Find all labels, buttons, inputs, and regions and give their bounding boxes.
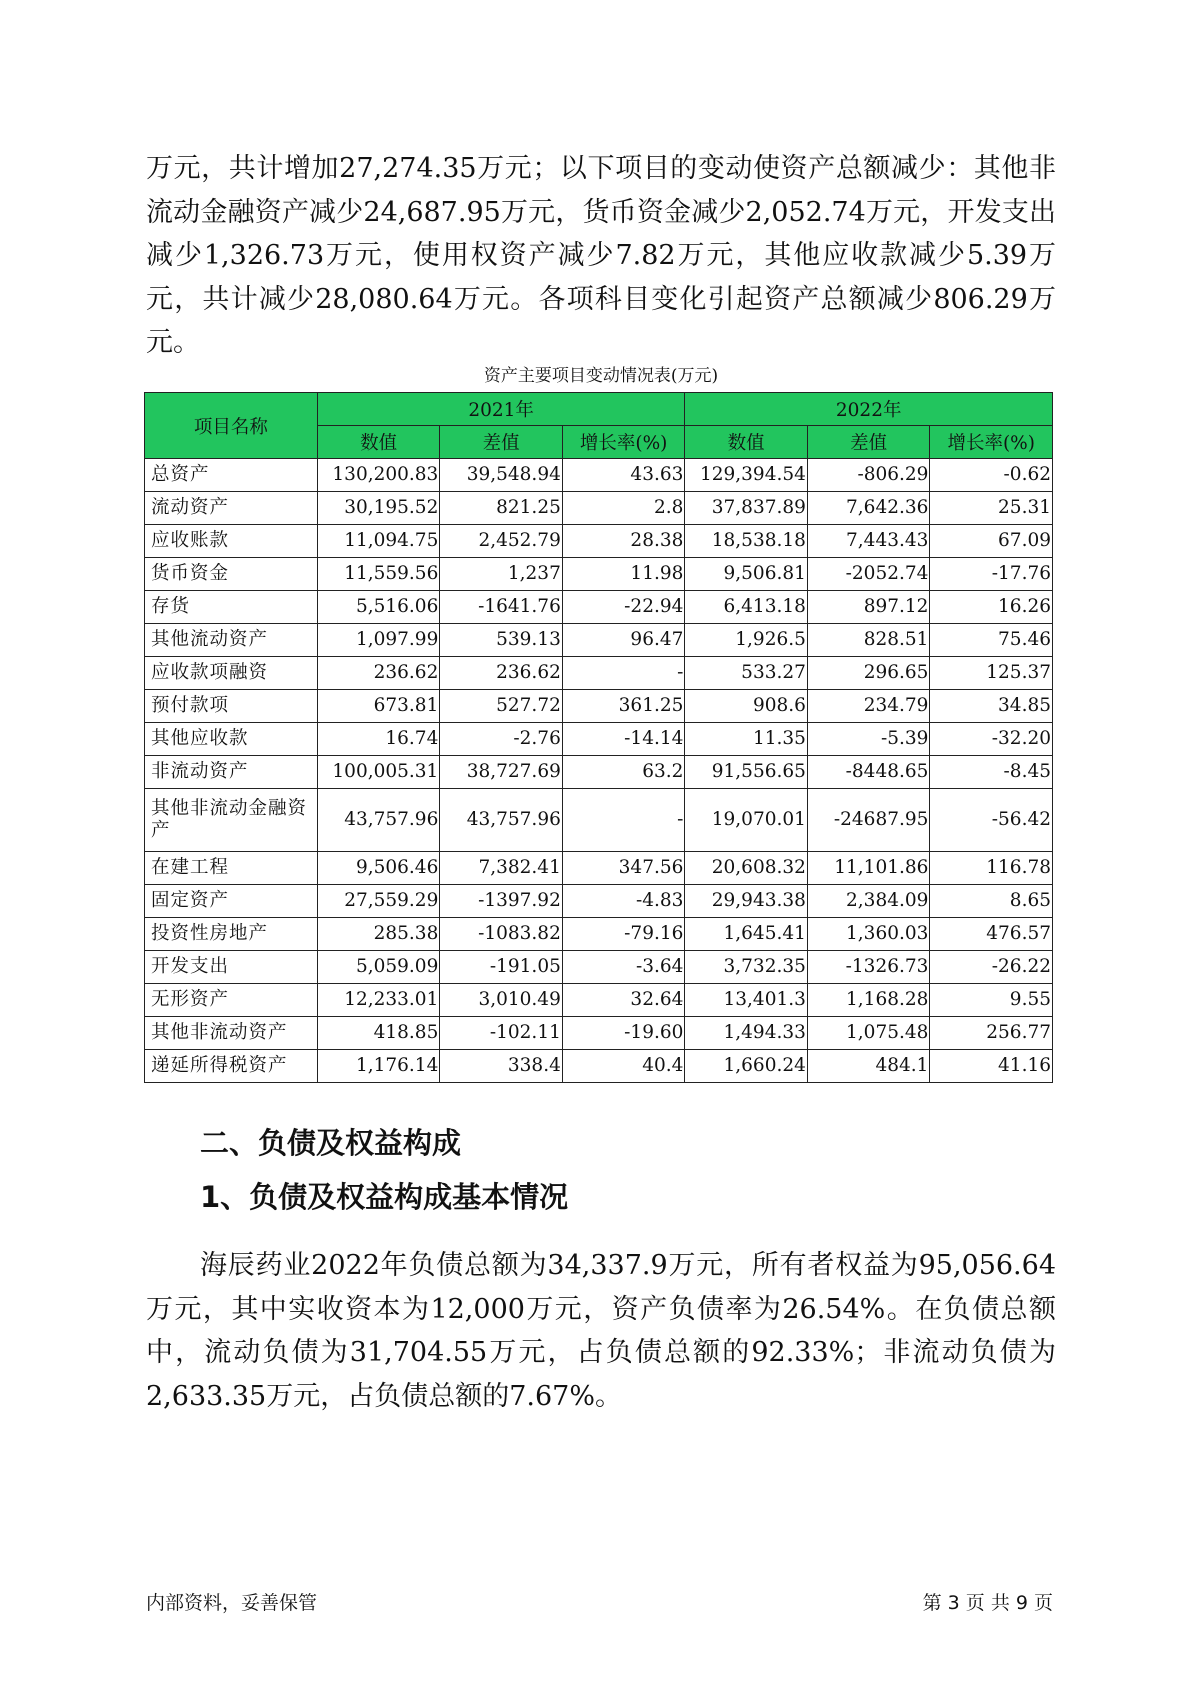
row-item-name: 应收账款 xyxy=(145,525,318,558)
row-cell-value: -1397.92 xyxy=(440,885,563,918)
row-cell-value: 116.78 xyxy=(930,852,1053,885)
row-cell-value: -806.29 xyxy=(807,459,930,492)
row-item-name: 固定资产 xyxy=(145,885,318,918)
row-cell-value: 91,556.65 xyxy=(685,756,808,789)
table-row xyxy=(145,525,1053,558)
header-value-2021: 数值 xyxy=(317,426,440,459)
row-cell-value: 527.72 xyxy=(440,690,563,723)
row-cell-value: 100,005.31 xyxy=(317,756,440,789)
row-cell-value: 1,494.33 xyxy=(685,1017,808,1050)
row-cell-value: - xyxy=(562,789,685,852)
row-cell-value: 125.37 xyxy=(930,657,1053,690)
row-cell-value: -24687.95 xyxy=(807,789,930,852)
row-cell-value: 11.98 xyxy=(562,558,685,591)
row-item-name: 应收款项融资 xyxy=(145,657,318,690)
row-cell-value: 3,732.35 xyxy=(685,951,808,984)
row-cell-value: -1326.73 xyxy=(807,951,930,984)
row-cell-value: 897.12 xyxy=(807,591,930,624)
row-item-name: 其他非流动资产 xyxy=(145,1017,318,1050)
row-item-name: 递延所得税资产 xyxy=(145,1050,318,1083)
row-cell-value: -32.20 xyxy=(930,723,1053,756)
row-cell-value: 75.46 xyxy=(930,624,1053,657)
table-row xyxy=(145,951,1053,984)
row-cell-value: 1,075.48 xyxy=(807,1017,930,1050)
row-cell-value: 34.85 xyxy=(930,690,1053,723)
row-cell-value: 1,660.24 xyxy=(685,1050,808,1083)
row-cell-value: 476.57 xyxy=(930,918,1053,951)
row-cell-value: 39,548.94 xyxy=(440,459,563,492)
table-row xyxy=(145,885,1053,918)
header-diff-2021: 差值 xyxy=(440,426,563,459)
section-heading: 二、负债及权益构成 xyxy=(200,1126,462,1160)
row-cell-value: 9,506.46 xyxy=(317,852,440,885)
header-growth-2021: 增长率(%) xyxy=(562,426,685,459)
row-cell-value: 11.35 xyxy=(685,723,808,756)
row-cell-value: 25.31 xyxy=(930,492,1053,525)
row-cell-value: -3.64 xyxy=(562,951,685,984)
row-cell-value: 5,059.09 xyxy=(317,951,440,984)
header-item-name: 项目名称 xyxy=(145,393,318,459)
table-row xyxy=(145,492,1053,525)
row-cell-value: 2.8 xyxy=(562,492,685,525)
row-cell-value: 256.77 xyxy=(930,1017,1053,1050)
row-cell-value: 484.1 xyxy=(807,1050,930,1083)
header-diff-2022: 差值 xyxy=(807,426,930,459)
row-cell-value: -1641.76 xyxy=(440,591,563,624)
row-cell-value: 13,401.3 xyxy=(685,984,808,1017)
row-item-name: 非流动资产 xyxy=(145,756,318,789)
table-row xyxy=(145,984,1053,1017)
row-cell-value: 533.27 xyxy=(685,657,808,690)
header-year-2022: 2022年 xyxy=(685,393,1053,426)
row-cell-value: -191.05 xyxy=(440,951,563,984)
row-cell-value: 361.25 xyxy=(562,690,685,723)
row-cell-value: 43.63 xyxy=(562,459,685,492)
row-cell-value: 5,516.06 xyxy=(317,591,440,624)
table-row xyxy=(145,657,1053,690)
body-paragraph-2: 海辰药业2022年负债总额为34,337.9万元，所有者权益为95,056.64万元，其中实收资本为12,000万元，资产负债率为26.54%。在负债总额中，流动负债为31,704.55万元，占负债总额的92.33%；非流动负债为2,633.35万元，占负债总额的7.67%。 xyxy=(146,1250,1056,1412)
row-item-name: 其他流动资产 xyxy=(145,624,318,657)
row-cell-value: 28.38 xyxy=(562,525,685,558)
row-cell-value: 9.55 xyxy=(930,984,1053,1017)
row-cell-value: 96.47 xyxy=(562,624,685,657)
row-cell-value: 16.74 xyxy=(317,723,440,756)
row-cell-value: 130,200.83 xyxy=(317,459,440,492)
row-cell-value: 1,097.99 xyxy=(317,624,440,657)
row-item-name: 其他应收款 xyxy=(145,723,318,756)
row-item-name: 开发支出 xyxy=(145,951,318,984)
row-cell-value: 1,360.03 xyxy=(807,918,930,951)
table-row xyxy=(145,789,1053,852)
row-cell-value: 296.65 xyxy=(807,657,930,690)
row-cell-value: 285.38 xyxy=(317,918,440,951)
row-cell-value: 38,727.69 xyxy=(440,756,563,789)
row-cell-value: 9,506.81 xyxy=(685,558,808,591)
row-cell-value: 7,382.41 xyxy=(440,852,563,885)
row-cell-value: -56.42 xyxy=(930,789,1053,852)
footer-page-number: 第 3 页 共 9 页 xyxy=(922,1592,1053,1614)
row-cell-value: 41.16 xyxy=(930,1050,1053,1083)
header-value-2022: 数值 xyxy=(685,426,808,459)
table-row xyxy=(145,756,1053,789)
row-cell-value: 908.6 xyxy=(685,690,808,723)
row-cell-value: 63.2 xyxy=(562,756,685,789)
row-cell-value: -2052.74 xyxy=(807,558,930,591)
row-item-name: 存货 xyxy=(145,591,318,624)
row-cell-value: -22.94 xyxy=(562,591,685,624)
row-cell-value: 19,070.01 xyxy=(685,789,808,852)
row-cell-value: 539.13 xyxy=(440,624,563,657)
row-cell-value: 18,538.18 xyxy=(685,525,808,558)
row-cell-value: -79.16 xyxy=(562,918,685,951)
row-cell-value: 2,384.09 xyxy=(807,885,930,918)
row-cell-value: 7,443.43 xyxy=(807,525,930,558)
row-cell-value: -4.83 xyxy=(562,885,685,918)
row-item-name: 投资性房地产 xyxy=(145,918,318,951)
row-cell-value: 234.79 xyxy=(807,690,930,723)
table-row xyxy=(145,852,1053,885)
row-cell-value: 129,394.54 xyxy=(685,459,808,492)
row-cell-value: 418.85 xyxy=(317,1017,440,1050)
row-cell-value: 347.56 xyxy=(562,852,685,885)
row-cell-value: 11,101.86 xyxy=(807,852,930,885)
row-cell-value: -5.39 xyxy=(807,723,930,756)
row-cell-value: 12,233.01 xyxy=(317,984,440,1017)
row-cell-value: 43,757.96 xyxy=(317,789,440,852)
row-cell-value: -0.62 xyxy=(930,459,1053,492)
table-body xyxy=(145,459,1053,1083)
table-row xyxy=(145,624,1053,657)
row-item-name: 其他非流动金融资产 xyxy=(145,789,318,852)
row-cell-value: 3,010.49 xyxy=(440,984,563,1017)
row-cell-value: 8.65 xyxy=(930,885,1053,918)
subsection-heading: 1、负债及权益构成基本情况 xyxy=(200,1180,569,1214)
row-cell-value: 43,757.96 xyxy=(440,789,563,852)
row-cell-value: -14.14 xyxy=(562,723,685,756)
row-cell-value: 32.64 xyxy=(562,984,685,1017)
row-cell-value: 6,413.18 xyxy=(685,591,808,624)
table-row xyxy=(145,723,1053,756)
row-cell-value: -17.76 xyxy=(930,558,1053,591)
row-cell-value: 2,452.79 xyxy=(440,525,563,558)
table-row xyxy=(145,918,1053,951)
row-item-name: 总资产 xyxy=(145,459,318,492)
table-row xyxy=(145,1050,1053,1083)
row-cell-value: 673.81 xyxy=(317,690,440,723)
table-row xyxy=(145,690,1053,723)
row-cell-value: 236.62 xyxy=(317,657,440,690)
row-cell-value: 1,176.14 xyxy=(317,1050,440,1083)
row-cell-value: -8448.65 xyxy=(807,756,930,789)
row-cell-value: 1,645.41 xyxy=(685,918,808,951)
row-cell-value: -2.76 xyxy=(440,723,563,756)
row-cell-value: 30,195.52 xyxy=(317,492,440,525)
row-cell-value: 1,926.5 xyxy=(685,624,808,657)
row-cell-value: 11,094.75 xyxy=(317,525,440,558)
row-item-name: 在建工程 xyxy=(145,852,318,885)
table-row xyxy=(145,1017,1053,1050)
row-cell-value: 821.25 xyxy=(440,492,563,525)
row-cell-value: -8.45 xyxy=(930,756,1053,789)
header-growth-2022: 增长率(%) xyxy=(930,426,1053,459)
row-item-name: 预付款项 xyxy=(145,690,318,723)
row-cell-value: - xyxy=(562,657,685,690)
row-cell-value: 11,559.56 xyxy=(317,558,440,591)
row-cell-value: 29,943.38 xyxy=(685,885,808,918)
row-cell-value: 828.51 xyxy=(807,624,930,657)
row-cell-value: 16.26 xyxy=(930,591,1053,624)
row-cell-value: 1,168.28 xyxy=(807,984,930,1017)
row-cell-value: 338.4 xyxy=(440,1050,563,1083)
row-item-name: 货币资金 xyxy=(145,558,318,591)
row-item-name: 流动资产 xyxy=(145,492,318,525)
row-cell-value: 40.4 xyxy=(562,1050,685,1083)
row-cell-value: 1,237 xyxy=(440,558,563,591)
row-cell-value: -102.11 xyxy=(440,1017,563,1050)
row-cell-value: 20,608.32 xyxy=(685,852,808,885)
body-paragraph-1: 万元，共计增加27,274.35万元；以下项目的变动使资产总额减少：其他非流动金融资产减少24,687.95万元，货币资金减少2,052.74万元，开发支出减少1,326.73万元，使用权资产减少7.82万元，其他应收款减少5.39万元，共计减少28,080.64万元。各项科目变化引起资产总额减少806.29万元。 xyxy=(146,153,1056,358)
row-cell-value: -1083.82 xyxy=(440,918,563,951)
table-caption: 资产主要项目变动情况表(万元) xyxy=(483,366,719,386)
table-row xyxy=(145,591,1053,624)
table-row xyxy=(145,459,1053,492)
header-year-2021: 2021年 xyxy=(317,393,685,426)
row-cell-value: 7,642.36 xyxy=(807,492,930,525)
row-cell-value: -19.60 xyxy=(562,1017,685,1050)
row-cell-value: 67.09 xyxy=(930,525,1053,558)
footer-confidential-note: 内部资料，妥善保管 xyxy=(146,1592,318,1614)
asset-change-table xyxy=(144,392,1053,1083)
table-row xyxy=(145,558,1053,591)
row-item-name: 无形资产 xyxy=(145,984,318,1017)
row-cell-value: -26.22 xyxy=(930,951,1053,984)
row-cell-value: 27,559.29 xyxy=(317,885,440,918)
row-cell-value: 37,837.89 xyxy=(685,492,808,525)
row-cell-value: 236.62 xyxy=(440,657,563,690)
